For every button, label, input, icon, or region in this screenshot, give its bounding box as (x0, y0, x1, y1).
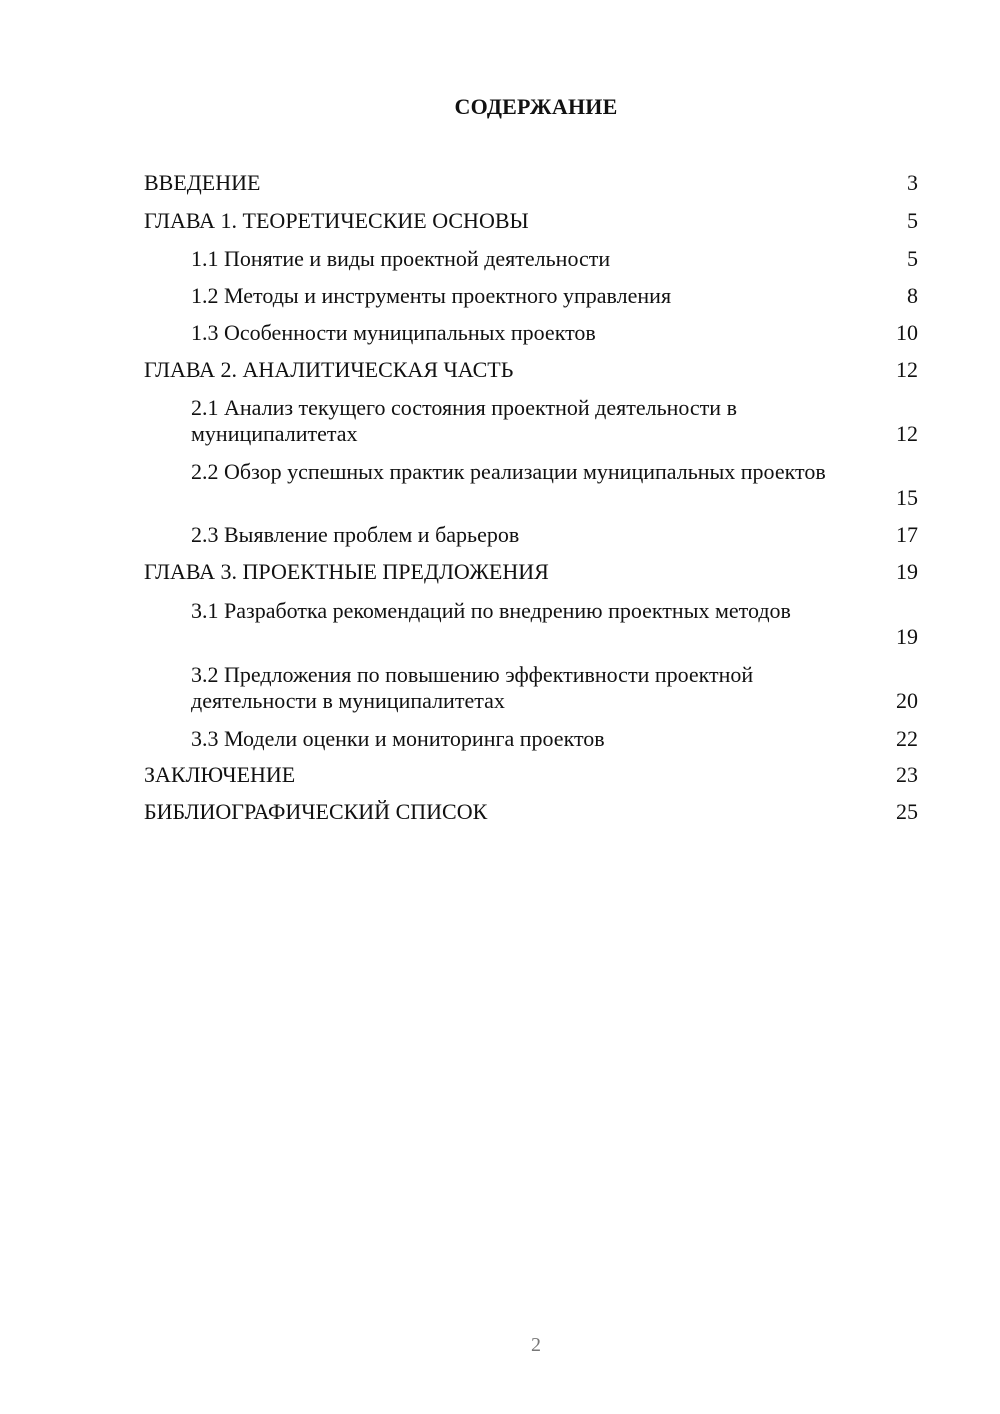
toc-entry-section-2-1 (144, 395, 918, 447)
toc-entry-page: 3 (907, 170, 918, 195)
toc-entry-page: 25 (896, 799, 918, 824)
toc-entry-page: 15 (896, 485, 918, 510)
toc-entry-conclusion (144, 762, 918, 788)
toc-entry-label: БИБЛИОГРАФИЧЕСКИЙ СПИСОК (144, 799, 488, 824)
toc-entry-section-2-2 (144, 459, 918, 511)
toc-entry-chapter-1 (144, 208, 918, 234)
toc-entry-label: 2.1 Анализ текущего состояния проектной деятельности в муниципалитетах (191, 395, 737, 446)
toc-entry-label: 2.3 Выявление проблем и барьеров (191, 522, 520, 547)
toc-entry-section-3-3 (144, 726, 918, 752)
toc-entry-page: 12 (896, 357, 918, 382)
toc-entry-label: 1.1 Понятие и виды проектной деятельности (191, 246, 611, 271)
toc-entry-section-3-1 (144, 598, 918, 650)
toc-entry-label: 1.2 Методы и инструменты проектного управления (191, 283, 672, 308)
toc-entry-chapter-3 (144, 559, 918, 585)
toc-entry-page: 17 (896, 522, 918, 547)
document-title: СОДЕРЖАНИЕ (454, 94, 618, 119)
toc-entry-page: 22 (896, 726, 918, 751)
toc-entry-page: 19 (896, 559, 918, 584)
toc-entry-label: 3.2 Предложения по повышению эффективности проектной деятельности в муниципалитетах (191, 662, 754, 713)
toc-entry-section-1-1 (144, 246, 918, 272)
toc-entry-label: 3.3 Модели оценки и мониторинга проектов (191, 726, 605, 751)
toc-entry-page: 5 (907, 208, 918, 233)
toc-entry-page: 8 (907, 283, 918, 308)
toc-entry-section-3-2 (144, 662, 918, 714)
toc-entry-label: ЗАКЛЮЧЕНИЕ (144, 762, 296, 787)
toc-entry-label: 2.2 Обзор успешных практик реализации муниципальных проектов (191, 459, 826, 484)
toc-entry-section-1-2 (144, 283, 918, 309)
page-number: 2 (531, 1334, 541, 1356)
toc-entry-label: ГЛАВА 1. ТЕОРЕТИЧЕСКИЕ ОСНОВЫ (144, 208, 529, 233)
toc-entry-label: ВВЕДЕНИЕ (144, 170, 261, 195)
toc-entry-label: ГЛАВА 2. АНАЛИТИЧЕСКАЯ ЧАСТЬ (144, 357, 514, 382)
toc-entry-page: 23 (896, 762, 918, 787)
toc-entry-page: 19 (896, 624, 918, 649)
toc-entry-introduction (144, 170, 918, 196)
toc-entry-page: 20 (896, 688, 918, 713)
toc-entry-bibliography (144, 799, 918, 825)
toc-entry-page: 5 (907, 246, 918, 271)
toc-entry-label: 1.3 Особенности муниципальных проектов (191, 320, 596, 345)
toc-entry-section-2-3 (144, 522, 918, 548)
toc-entry-page: 10 (896, 320, 918, 345)
toc-entry-section-1-3 (144, 320, 918, 346)
toc-entry-chapter-2 (144, 357, 918, 383)
toc-entry-label: 3.1 Разработка рекомендаций по внедрению проектных методов (191, 598, 791, 623)
toc-entry-label: ГЛАВА 3. ПРОЕКТНЫЕ ПРЕДЛОЖЕНИЯ (144, 559, 549, 584)
toc-entry-page: 12 (896, 421, 918, 446)
